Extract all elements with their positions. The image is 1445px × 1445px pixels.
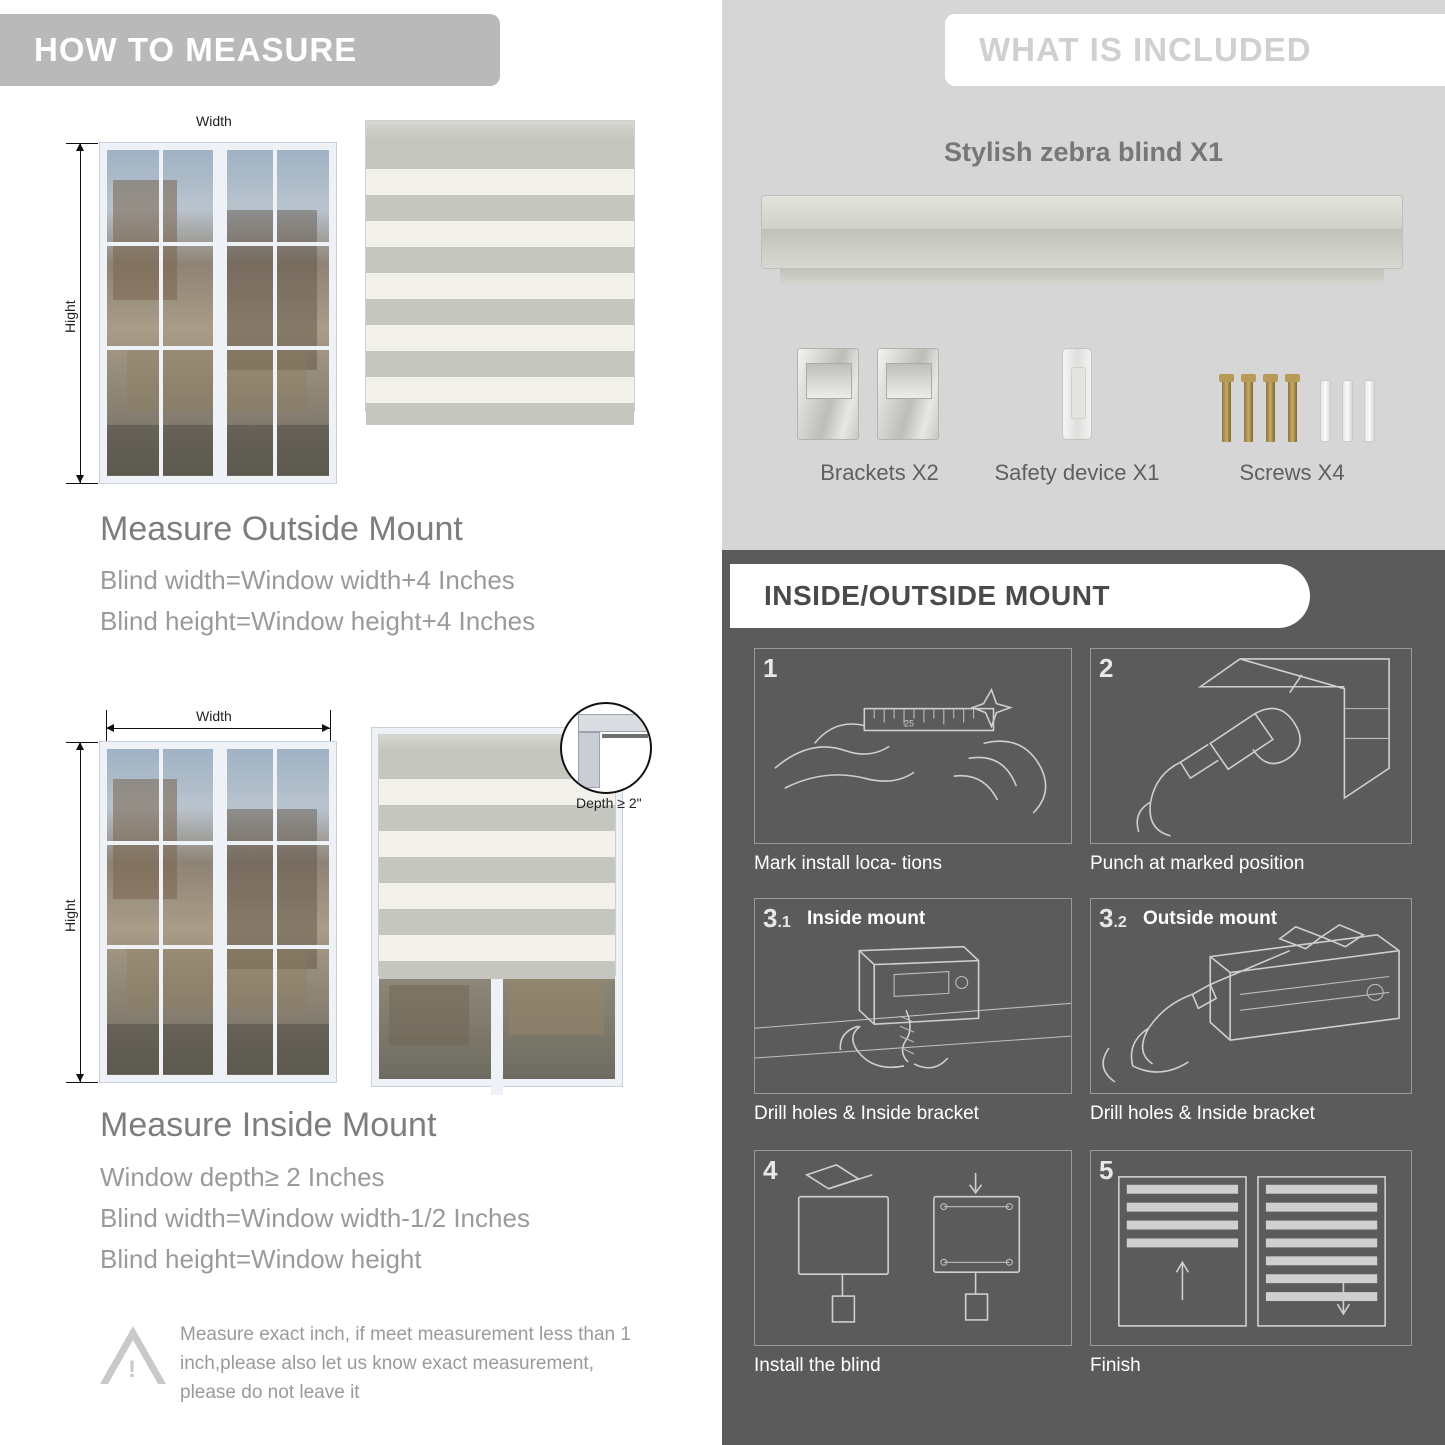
step-1-caption: Mark install loca- tions	[754, 853, 942, 874]
anchor-icon-3	[1364, 380, 1375, 442]
step-1-image	[754, 648, 1072, 844]
step-3-2-subtitle: Outside mount	[1143, 908, 1278, 929]
step-3-1-number: 3.1	[763, 903, 791, 933]
inside-height-tick-top	[66, 742, 98, 743]
window-outside	[100, 143, 336, 483]
outside-mount-title: Measure Outside Mount	[100, 510, 463, 548]
mount-title: INSIDE/OUTSIDE MOUNT	[764, 580, 1111, 611]
step-3-2-number: 3.2	[1099, 903, 1127, 933]
step-3-1-caption: Drill holes & Inside bracket	[754, 1103, 979, 1124]
step-3-2-sketch	[1091, 899, 1411, 1094]
step-4-image	[754, 1150, 1072, 1346]
bracket-icon-1	[797, 348, 859, 440]
screw-icon-2	[1244, 380, 1253, 442]
step-2-number: 2	[1099, 653, 1114, 683]
main-item-label: Stylish zebra blind X1	[943, 137, 1224, 167]
screw-icon-3	[1266, 380, 1275, 442]
anchor-icon-2	[1342, 380, 1353, 442]
step-5-caption: Finish	[1090, 1355, 1141, 1376]
outside-mount-line-1: Blind width=Window width+4 Inches	[100, 565, 515, 595]
inside-mount-line-3: Blind height=Window height	[100, 1244, 422, 1274]
inside-outside-mount-panel	[722, 550, 1445, 1445]
inside-height-arrow	[80, 742, 81, 1082]
step-1-sketch	[755, 649, 1071, 844]
outside-height-tick-bottom	[66, 483, 98, 484]
outside-mount-diagram	[0, 95, 712, 515]
inside-width-tick-left	[106, 710, 107, 746]
step-3-2-image	[1090, 898, 1412, 1094]
safety-device-icon	[1062, 348, 1092, 440]
screws-label: Screws X4	[1239, 460, 1345, 485]
what-is-included-panel	[722, 0, 1445, 550]
inside-mount-line-1: Window depth≥ 2 Inches	[100, 1162, 385, 1192]
svg-text:25: 25	[904, 718, 915, 729]
safety-device-label: Safety device X1	[994, 460, 1160, 485]
bracket-icon-2	[877, 348, 939, 440]
zebra-blind-shadow	[780, 268, 1384, 284]
step-4-sketch	[755, 1151, 1071, 1346]
outside-width-label: Width	[196, 113, 232, 129]
mount-header	[730, 564, 1310, 628]
inside-height-label: Hight	[62, 899, 78, 932]
step-5-number: 5	[1099, 1155, 1114, 1185]
outside-mount-line-2: Blind height=Window height+4 Inches	[100, 606, 536, 636]
outside-height-label: Hight	[62, 300, 78, 333]
anchor-icon-1	[1320, 380, 1331, 442]
brackets-label: Brackets X2	[820, 460, 939, 485]
step-2-caption: Punch at marked position	[1090, 853, 1305, 874]
step-2-sketch	[1091, 649, 1411, 844]
window-inside	[100, 742, 336, 1082]
inside-width-tick-right	[330, 710, 331, 746]
warning-text: Measure exact inch, if meet measurement less than 1 inch,please also let us know exact measurement, please do not leave it	[180, 1324, 631, 1403]
step-5-image	[1090, 1150, 1412, 1346]
what-is-included-header	[945, 14, 1445, 86]
zebra-blind-product	[762, 196, 1402, 268]
step-2-image	[1090, 648, 1412, 844]
step-1-number: 1	[763, 653, 778, 683]
warning-exclamation-icon: !	[128, 1356, 136, 1383]
what-is-included-title: WHAT IS INCLUDED	[979, 31, 1312, 68]
outside-height-arrow	[80, 143, 81, 483]
inside-mount-title: Measure Inside Mount	[100, 1106, 437, 1144]
inside-height-tick-bottom	[66, 1082, 98, 1083]
step-3-1-sketch	[755, 899, 1071, 1094]
how-to-measure-title: HOW TO MEASURE	[34, 31, 358, 68]
inside-mount-diagram	[0, 690, 712, 1110]
blind-outside	[366, 121, 634, 411]
screw-icon-1	[1222, 380, 1231, 442]
step-5-sketch	[1091, 1151, 1411, 1346]
inside-width-arrow	[106, 728, 330, 729]
step-3-1-image	[754, 898, 1072, 1094]
how-to-measure-header	[0, 14, 500, 86]
step-4-number: 4	[763, 1155, 778, 1185]
step-3-2-caption: Drill holes & Inside bracket	[1090, 1103, 1315, 1124]
depth-callout	[560, 702, 652, 794]
inside-mount-line-2: Blind width=Window width-1/2 Inches	[100, 1203, 530, 1233]
how-to-measure-panel	[0, 0, 712, 1445]
inside-width-label: Width	[196, 708, 232, 724]
step-3-1-subtitle: Inside mount	[807, 908, 926, 929]
outside-height-tick-top	[66, 143, 98, 144]
screw-icon-4	[1288, 380, 1297, 442]
step-4-caption: Install the blind	[754, 1355, 881, 1376]
depth-label: Depth ≥ 2"	[576, 795, 642, 811]
